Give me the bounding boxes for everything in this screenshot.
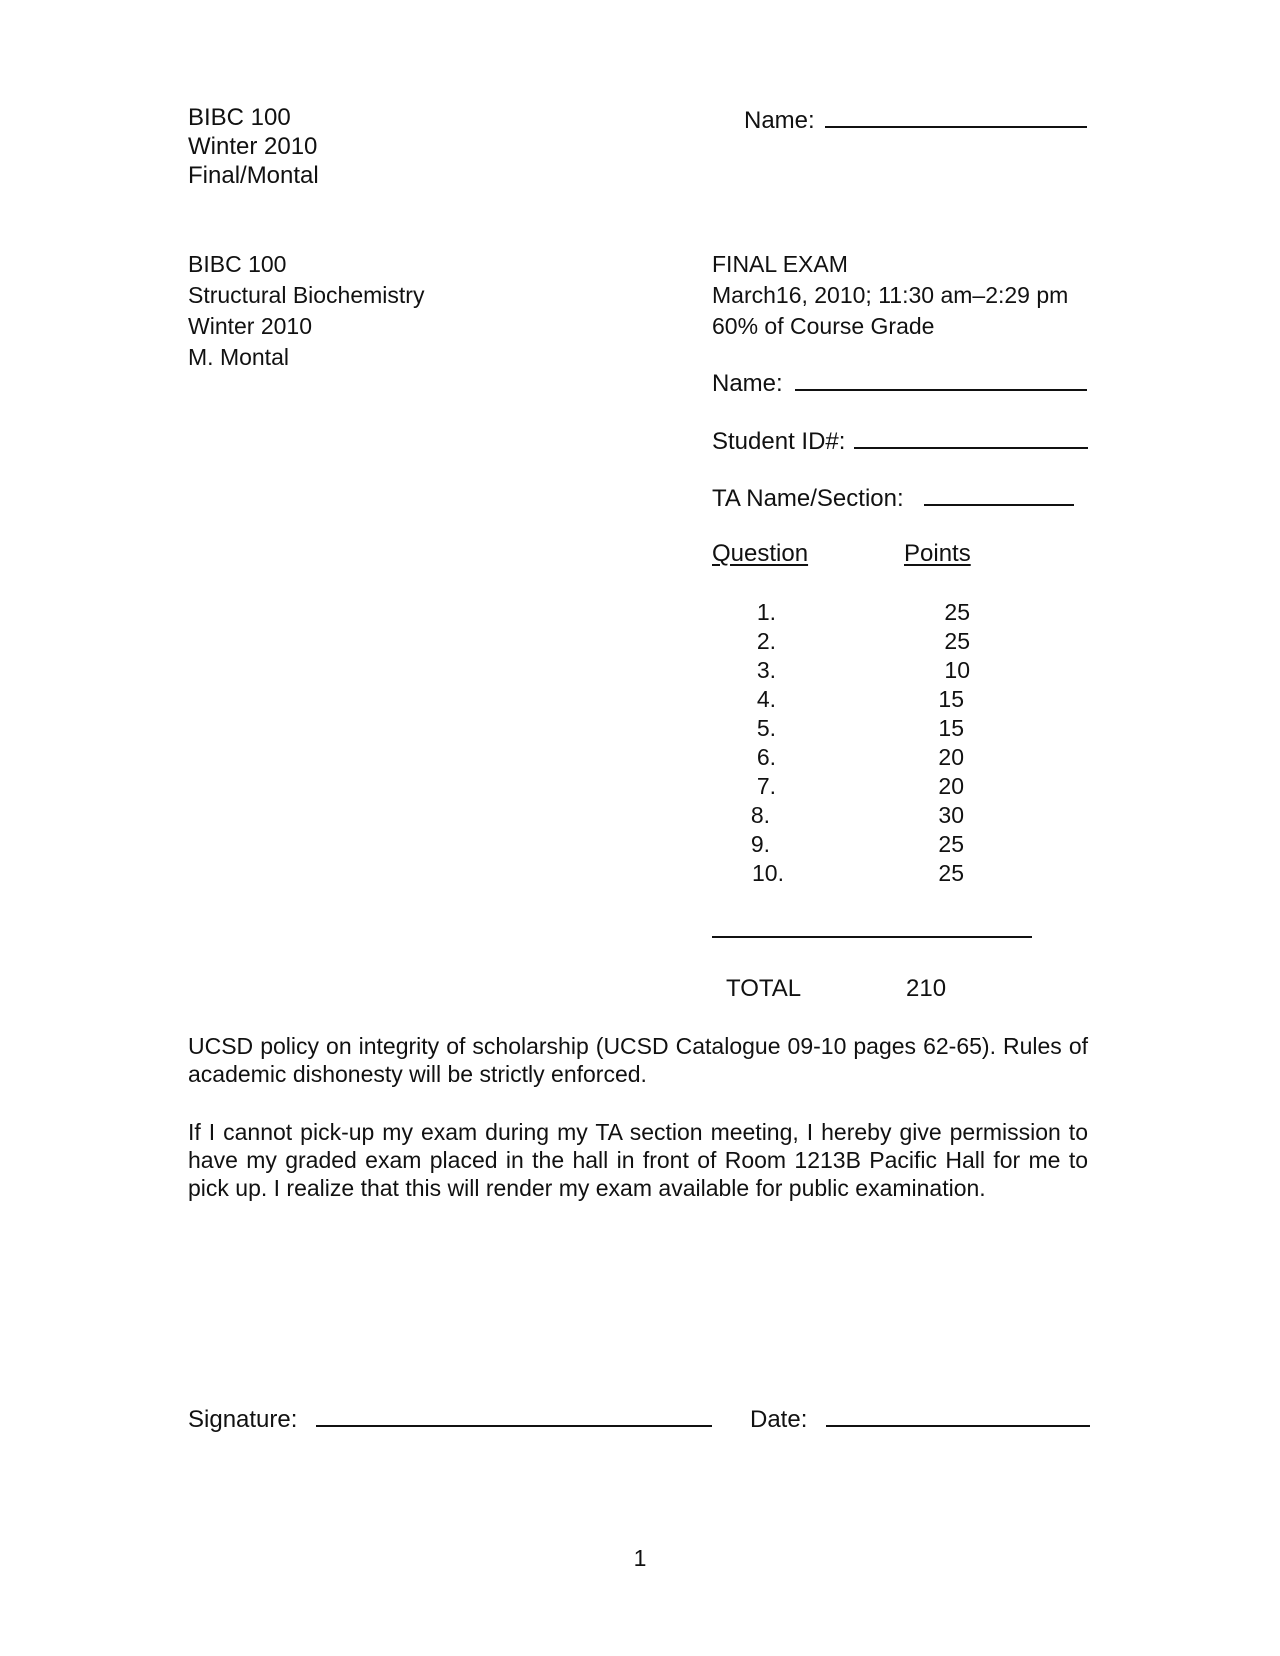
- column-header-question: Question: [712, 540, 809, 567]
- signature-blank[interactable]: [316, 1403, 712, 1427]
- question-points: 10: [944, 657, 970, 683]
- points-table-header: [712, 540, 971, 568]
- page-number: 1: [633, 1545, 647, 1571]
- exam-weight: 60% of Course Grade: [712, 313, 935, 339]
- course-code: BIBC 100: [188, 251, 287, 277]
- total-label: TOTAL: [726, 975, 802, 1002]
- question-number: 7.: [756, 773, 776, 799]
- header-name-label: Name:: [744, 107, 815, 134]
- header-course: BIBC 100: [188, 104, 291, 131]
- ta-section-label: TA Name/Section:: [712, 485, 904, 512]
- header-term: Winter 2010: [188, 133, 318, 160]
- course-term: Winter 2010: [188, 313, 313, 339]
- date-label: Date:: [750, 1406, 808, 1433]
- exam-name-blank[interactable]: [795, 367, 1087, 391]
- total-separator-line: [712, 936, 1032, 938]
- question-number: 1.: [756, 599, 776, 625]
- question-points: 25: [938, 860, 964, 886]
- header-block: [188, 104, 319, 191]
- total-row: [726, 975, 946, 1003]
- question-points: 25: [944, 599, 970, 625]
- question-number: 3.: [756, 657, 776, 683]
- question-points: 25: [944, 628, 970, 654]
- student-id-label: Student ID#:: [712, 428, 846, 455]
- student-id-blank[interactable]: [854, 425, 1088, 449]
- exam-datetime: March16, 2010; 11:30 am–2:29 pm: [712, 282, 1069, 308]
- signature-label: Signature:: [188, 1406, 298, 1433]
- question-number: 8.: [750, 802, 770, 828]
- student-id-field[interactable]: [712, 425, 1088, 456]
- ta-section-field[interactable]: [712, 482, 1074, 513]
- question-number: 4.: [756, 686, 776, 712]
- question-points: 30: [938, 802, 964, 828]
- integrity-policy-text: UCSD policy on integrity of scholarship (UCSD Catalogue 09-10 pages 62-65). Rules of academic dishonesty will be strictly enforced.: [188, 1033, 1088, 1087]
- date-blank[interactable]: [826, 1403, 1090, 1427]
- question-points: 20: [938, 744, 964, 770]
- exam-title: FINAL EXAM: [712, 251, 848, 277]
- question-number: 2.: [756, 628, 776, 654]
- signature-field[interactable]: [188, 1403, 712, 1434]
- permission-statement-text: If I cannot pick-up my exam during my TA section meeting, I hereby give permission to have my graded exam placed in the hall in front of Room 1213B Pacific Hall for me to pick up. I realize that this will render my exam available for public examination.: [188, 1119, 1088, 1201]
- header-name-field[interactable]: [744, 104, 1087, 135]
- column-header-points: Points: [904, 540, 971, 567]
- question-number: 6.: [756, 744, 776, 770]
- ta-section-blank[interactable]: [924, 482, 1074, 506]
- question-points: 25: [938, 831, 964, 857]
- course-title: Structural Biochemistry: [188, 282, 425, 308]
- total-value: 210: [906, 975, 947, 1002]
- question-number: 9.: [750, 831, 770, 857]
- exam-info: [712, 250, 1068, 343]
- exam-name-label: Name:: [712, 370, 783, 397]
- question-points: 15: [938, 686, 964, 712]
- question-points: 20: [938, 773, 964, 799]
- header-exam-label: Final/Montal: [188, 162, 319, 189]
- exam-name-field[interactable]: [712, 367, 1087, 398]
- header-name-blank[interactable]: [825, 104, 1087, 128]
- question-number: 10.: [752, 860, 784, 886]
- course-instructor: M. Montal: [188, 344, 289, 370]
- course-info: [188, 250, 424, 374]
- question-number: 5.: [756, 715, 776, 741]
- date-field[interactable]: [750, 1403, 1090, 1434]
- question-points: 15: [938, 715, 964, 741]
